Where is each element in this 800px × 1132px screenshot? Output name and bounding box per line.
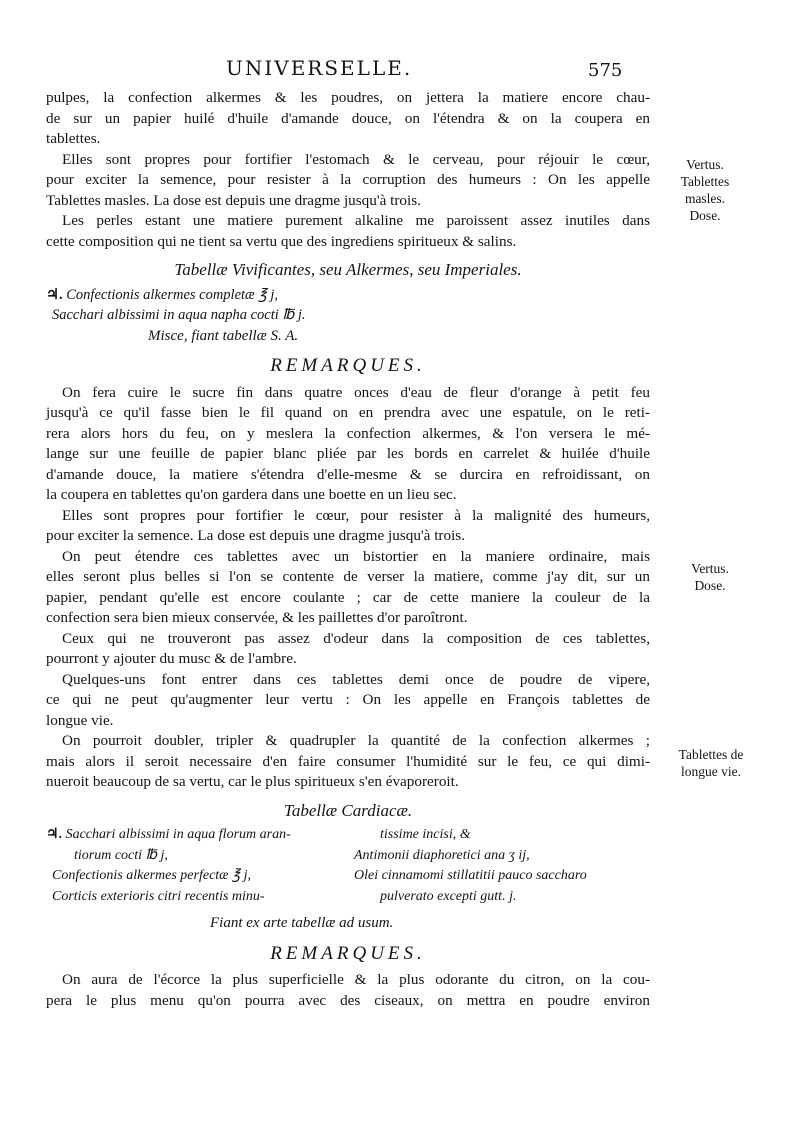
text-line: ce qui ne peut qu'augmenter leur vertu : On les appelle en François tablettes de (46, 691, 650, 708)
recipe-ingredient: tissime incisi, & (380, 827, 471, 842)
recipe-ingredient: Confectionis alkermes completæ ℥ j, (66, 286, 278, 303)
recipe-block (46, 825, 650, 907)
text-line: d'amande douce, la matiere s'étendra d'elle-mesme & se durcira en refroidissant, on (46, 465, 650, 483)
text-line: Les perles estant une matiere purement alkaline me paroissent assez inutiles dans (62, 212, 650, 229)
recipe-ingredient: Corticis exterioris citri recentis minu- (52, 888, 265, 904)
text-line: cette composition qui ne tient sa vertu que des ingrediens spiritueux & salins. (46, 232, 517, 250)
recipe-ingredient: pulverato excepti gutt. j. (380, 888, 517, 904)
recipe-title: Tabellæ Cardiacæ. (283, 800, 413, 820)
paragraph (46, 88, 650, 150)
text-line: On fera cuire le sucre fin dans quatre onces d'eau de fleur d'orange à petit feu (62, 383, 650, 401)
text-line: jusqu'à ce qu'il fasse bien le fil quand on en prendra avec une espatule, on le reti- (46, 404, 650, 421)
text-line: confection sera bien mieux conservée, & les paillettes d'or paroîtront. (46, 609, 468, 626)
paragraph (46, 150, 650, 212)
margin-note-line: Tablettes (680, 174, 730, 189)
margin-note-line: Tablettes de (678, 747, 744, 762)
text-line: Quelques-uns font entrer dans ces tablettes demi once de poudre de vipere, (62, 670, 650, 688)
text-line: papier, pendant qu'elle est encore coulante ; car de cette maniere la couleur de la (46, 588, 650, 606)
recipe-ingredient: tiorum cocti ℔ j, (74, 847, 168, 863)
main-text-column (46, 88, 650, 1011)
text-line: Elles sont propres pour fortifier le cœur, pour resister à la malignité des humeurs, (62, 506, 650, 524)
recipe-ingredient: Olei cinnamomi stillatitii pauco sacchar⁠o (354, 868, 587, 883)
text-line: On pourroit doubler, tripler & quadrupler la quantité de la confection alkermes ; (62, 732, 650, 749)
margin-note (660, 560, 760, 594)
paragraph (46, 506, 650, 547)
margin-note-line: Vertus. (686, 157, 724, 172)
recipe-title: Tabellæ Vivificantes, seu Alkermes, seu Imperiales. (174, 260, 522, 279)
recipe-instruction: Fiant ex arte tabellæ ad usum. (210, 915, 394, 931)
text-line: tablettes. (46, 130, 101, 147)
text-line: pour exciter la semence. La dose est depuis une dragme jusqu'à trois. (46, 527, 465, 544)
text-line: Tablettes masles. La dose est depuis une dragme jusqu'à trois. (46, 191, 421, 209)
recipe-instruction: Misce, fiant tabellæ S. A. (148, 327, 299, 344)
text-line: Elles sont propres pour fortifier l'estomach & le cerveau, pour réjouir le cœur, (62, 150, 650, 168)
paragraph (46, 547, 650, 629)
recipe-ingredient: Antimonii diaphoretici ana ʒ ij, (354, 847, 530, 863)
margin-note-line: Dose. (694, 578, 726, 593)
running-title: UNIVERSELLE. (226, 56, 413, 80)
paragraph (46, 211, 650, 252)
recipe-symbol: ♃. (46, 286, 63, 303)
paragraph (46, 670, 650, 732)
paragraph (46, 970, 650, 1011)
recipe-column-left (46, 825, 342, 907)
paragraph (46, 731, 650, 793)
paragraph (46, 629, 650, 670)
margin-note-line: Vertus. (691, 561, 729, 576)
text-line: pulpes, la confection alkermes & les poudres, on jettera la matiere encore chau- (46, 89, 650, 106)
recipe-column-right (354, 825, 650, 907)
text-line: On peut étendre ces tablettes avec un bistortier en la maniere ordinaire, mais (62, 547, 650, 565)
text-line: de sur un papier huilé d'huile d'amande douce, on l'étendra & on la coupera en (46, 109, 650, 127)
paragraph (46, 383, 650, 506)
text-line: On aura de l'écorce la plus superficielle & la plus odorante du citron, on la cou- (62, 971, 650, 988)
recipe-ingredient: Sacchari albissimi in aqua florum aran- (65, 827, 291, 842)
section-heading: REMARQUES. (270, 942, 426, 964)
text-line: pera le plus menu qu'on pourra avec des ciseaux, on mettra en poudre environ (46, 991, 650, 1009)
text-line: elles seront plus belles si l'on se contente de verser la matiere, comme j'ay dit, sur un (46, 568, 650, 585)
margin-note (650, 156, 760, 224)
margin-note-line: Dose. (689, 208, 721, 223)
margin-note-line: masles. (684, 191, 726, 206)
text-line: mais alors il seroit necessaire d'en faire consumer l'humidité sur le feu, ce qui dimi- (46, 752, 650, 770)
text-line: pourront y ajouter du musc & de l'ambre. (46, 650, 297, 667)
recipe-block (46, 285, 650, 347)
section-heading: REMARQUES. (270, 355, 426, 376)
page-header (0, 56, 800, 86)
text-line: nueroit beaucoup de sa vertu, car le plus spiritueux s'en évaporeroit. (46, 773, 459, 790)
margin-note-line: longue vie. (681, 764, 741, 779)
text-line: pour exciter la semence, pour resister à la corruption des humeurs : On les appelle (46, 171, 650, 188)
text-line: la coupera en tablettes qu'on gardera dans une boette en un lieu sec. (46, 486, 457, 503)
text-line: Ceux qui ne trouveront pas assez d'odeur dans la composition de ces tablettes, (62, 629, 650, 647)
text-line: rera alors hors du feu, on y meslera la confection alkermes, & l'on versera le mé- (46, 424, 650, 442)
margin-note (656, 746, 766, 780)
text-line: longue vie. (46, 711, 114, 729)
recipe-symbol: ♃. (46, 827, 63, 842)
recipe-ingredient: Confectionis alkermes perfectæ ℥ j, (52, 868, 251, 883)
page-number: 575 (588, 60, 623, 81)
recipe-ingredient: Sacchari albissimi in aqua napha cocti ℔ j. (52, 307, 306, 323)
text-line: lange sur une feuille de papier blanc pliée par les bords en carrelet & huilée d'huile (46, 445, 650, 462)
